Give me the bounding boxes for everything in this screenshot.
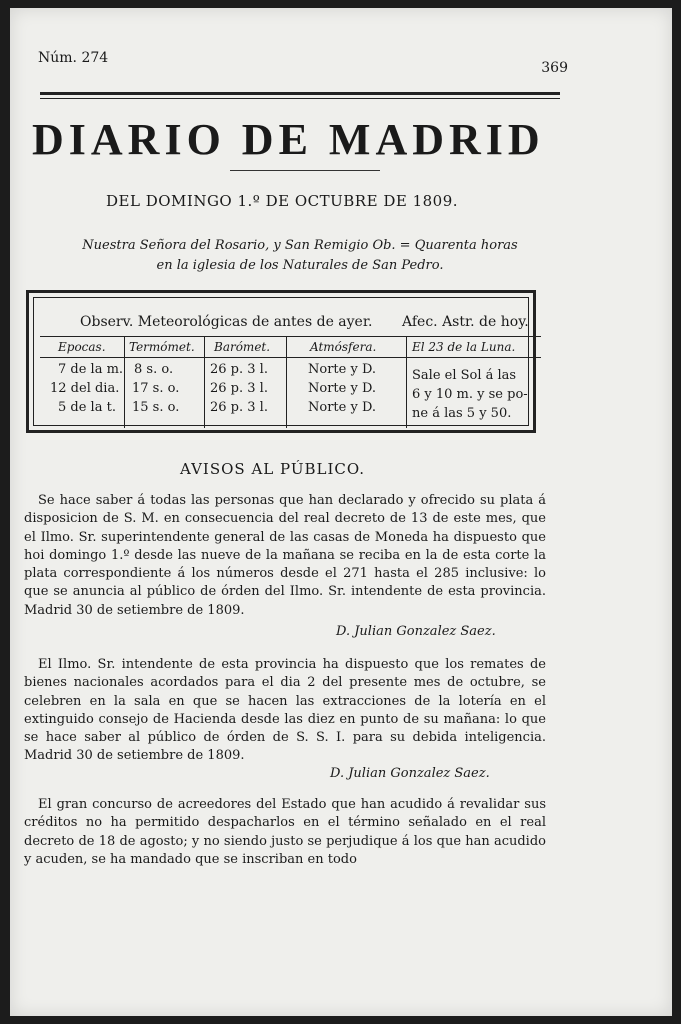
column-divider-3	[286, 336, 287, 428]
notice-3	[24, 796, 546, 869]
row2-termometro: 17 s. o.	[132, 381, 180, 396]
col-barometro: Barómet.	[214, 340, 271, 354]
row3-atmosfera: Norte y D.	[308, 400, 377, 415]
luna-line-2: 6 y 10 m. y se po-	[412, 387, 528, 402]
row3-termometro: 15 s. o.	[132, 400, 180, 415]
col-luna: El 23 de la Luna.	[412, 340, 516, 354]
luna-line-1: Sale el Sol á las	[412, 368, 517, 383]
saints-line-2: en la iglesia de los Naturales de San Pedro.	[156, 258, 444, 273]
row2-atmosfera: Norte y D.	[308, 381, 377, 396]
notice-1-text: Se hace saber á todas las personas que han declarado y ofrecido su plata á disposicion de S. M. en consecuencia del real decreto de 13 de este mes, que el Ilmo. Sr. superintendente general de las casas de Moneda ha dispuesto que hoi domingo 1.º desde las nueve de la mañana se reciba en la de esta corte la plata correspondiente á los números desde el 271 hasta el 285 inclusive: lo que se anuncia al público de órden del Ilmo. Sr. intendente de esta provincia. Madrid 30 de setiembre de 1809.	[24, 493, 546, 618]
notice-2-signature: D. Julian Gonzalez Saez.	[330, 766, 490, 781]
date-line: DEL DOMINGO 1.º DE OCTUBRE DE 1809.	[106, 192, 459, 210]
page-number: 369	[541, 60, 568, 76]
row2-barometro: 26 p. 3 l.	[210, 381, 268, 396]
col-termometro: Termómet.	[129, 340, 195, 354]
saints-line-1: Nuestra Señora del Rosario, y San Remigio Ob. = Quarenta horas	[82, 238, 518, 253]
saints-of-the-day	[50, 236, 550, 276]
column-divider-2	[204, 336, 205, 428]
row3-barometro: 26 p. 3 l.	[210, 400, 268, 415]
row2-epoca: 12 del dia.	[50, 381, 120, 396]
row1-barometro: 26 p. 3 l.	[210, 362, 268, 377]
col-epocas: Epocas.	[58, 340, 106, 354]
weather-title: Observ. Meteorológicas de antes de ayer.	[80, 314, 373, 330]
notice-3-text: El gran concurso de acreedores del Estado que han acudido á revalidar sus créditos no ha permitido despacharlos en el término señalado en el real decreto de 18 de agosto; y no siendo justo se perjudique á los que han acudido y acuden, se ha mandado que se inscriban en todo	[24, 797, 546, 867]
notice-1	[24, 492, 546, 620]
column-divider-1	[124, 336, 125, 428]
notice-2	[24, 656, 546, 766]
notice-1-signature: D. Julian Gonzalez Saez.	[336, 624, 496, 639]
weather-header-rule	[40, 336, 541, 337]
masthead-rule-top-thin	[40, 98, 560, 99]
weather-column-rule	[40, 357, 541, 358]
luna-line-3: ne á las 5 y 50.	[412, 406, 512, 421]
row1-termometro: 8 s. o.	[134, 362, 174, 377]
row3-epoca: 5 de la t.	[58, 400, 116, 415]
col-atmosfera: Atmósfera.	[310, 340, 377, 354]
masthead-rule-top	[40, 92, 560, 95]
masthead-divider	[230, 170, 380, 171]
issue-number: Núm. 274	[38, 50, 109, 66]
masthead-title: DIARIO DE MADRID	[32, 115, 545, 164]
column-divider-4	[406, 336, 407, 428]
notice-2-text: El Ilmo. Sr. intendente de esta provincia ha dispuesto que los remates de bienes nacionales acordados para el dia 2 del presente mes de octubre, se celebren en la sala en que se hacen las extracciones de la lotería en el extinguido consejo de Hacienda desde las diez en punto de su mañana: lo que se hace saber al público de órden de S. S. I. para su debida inteligencia. Madrid 30 de setiembre de 1809.	[24, 657, 546, 764]
section-title: AVISOS AL PÚBLICO.	[180, 460, 366, 478]
astronomy-title: Afec. Astr. de hoy.	[402, 314, 529, 330]
row1-epoca: 7 de la m.	[58, 362, 124, 377]
row1-atmosfera: Norte y D.	[308, 362, 377, 377]
